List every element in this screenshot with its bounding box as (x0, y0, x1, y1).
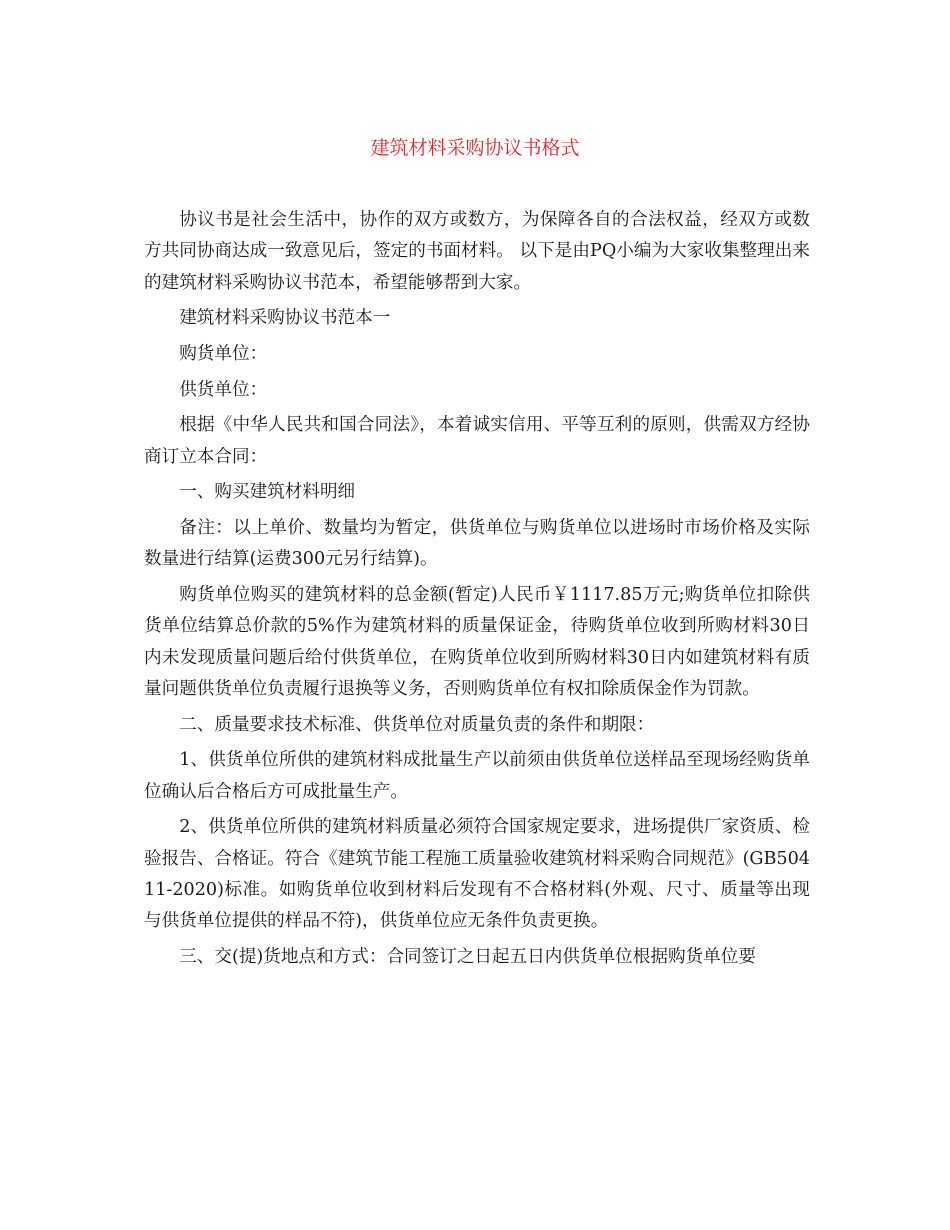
paragraph-sample-heading: 建筑材料采购协议书范本一 (179, 308, 391, 329)
paragraph-item-1: 1、供货单位所供的建筑材料成批量生产以前须由供货单位送样品至现场经购货单位确认后合格后方可成批量生产。 (144, 750, 810, 802)
paragraph-supplier: 供货单位： (179, 379, 268, 400)
paragraph-item-2: 2、供货单位所供的建筑材料质量必须符合国家规定要求，进场提供厂家资质、检验报告、合格证。符合《建筑节能工程施工质量验收建筑材料采购合同规范》(GB50411-2020)标准。如购货单位收到材料后发现有不合格材料(外观、尺寸、质量等出现与供货单位提供的样品不符)，供货单位应无条件负责更换。 (144, 817, 810, 932)
paragraph-section-1: 一、购买建筑材料明细 (179, 482, 356, 503)
paragraph-section-3: 三、交(提)货地点和方式：合同签订之日起五日内供货单位根据购货单位要 (179, 947, 756, 967)
paragraph-remark: 备注：以上单价、数量均为暂定，供货单位与购货单位以进场时市场价格及实际数量进行结算(运费300元另行结算)。 (144, 517, 810, 570)
paragraph-intro: 协议书是社会生活中，协作的双方或数方，为保障各自的合法权益，经双方或数方共同协商达成一致意见后，签定的书面材料。 以下是由PQ小编为大家收集整理出来的建筑材料采购协议书范本，希望能够帮到大家。 (144, 210, 810, 293)
paragraph-total-amount: 购货单位购买的建筑材料的总金额(暂定)人民币￥1117.85万元;购货单位扣除供货单位结算总价款的5%作为建筑材料的质量保证金，待购货单位收到所购材料30日内未发现质量问题后给付供货单位，在购货单位收到所购材料30日内如建筑材料有质量问题供货单位负责履行退换等义务，否则购货单位有权扣除质保金作为罚款。 (144, 584, 810, 699)
document-title: 建筑材料采购协议书格式 (370, 137, 580, 159)
paragraph-buyer: 购货单位： (179, 344, 268, 364)
paragraph-section-2: 二、质量要求技术标准、供货单位对质量负责的条件和期限： (179, 714, 655, 735)
paragraph-legal-basis: 根据《中华人民共和国合同法》，本着诚实信用、平等互利的原则，供需双方经协商订立本合同： (144, 415, 810, 467)
document-body (144, 205, 810, 978)
